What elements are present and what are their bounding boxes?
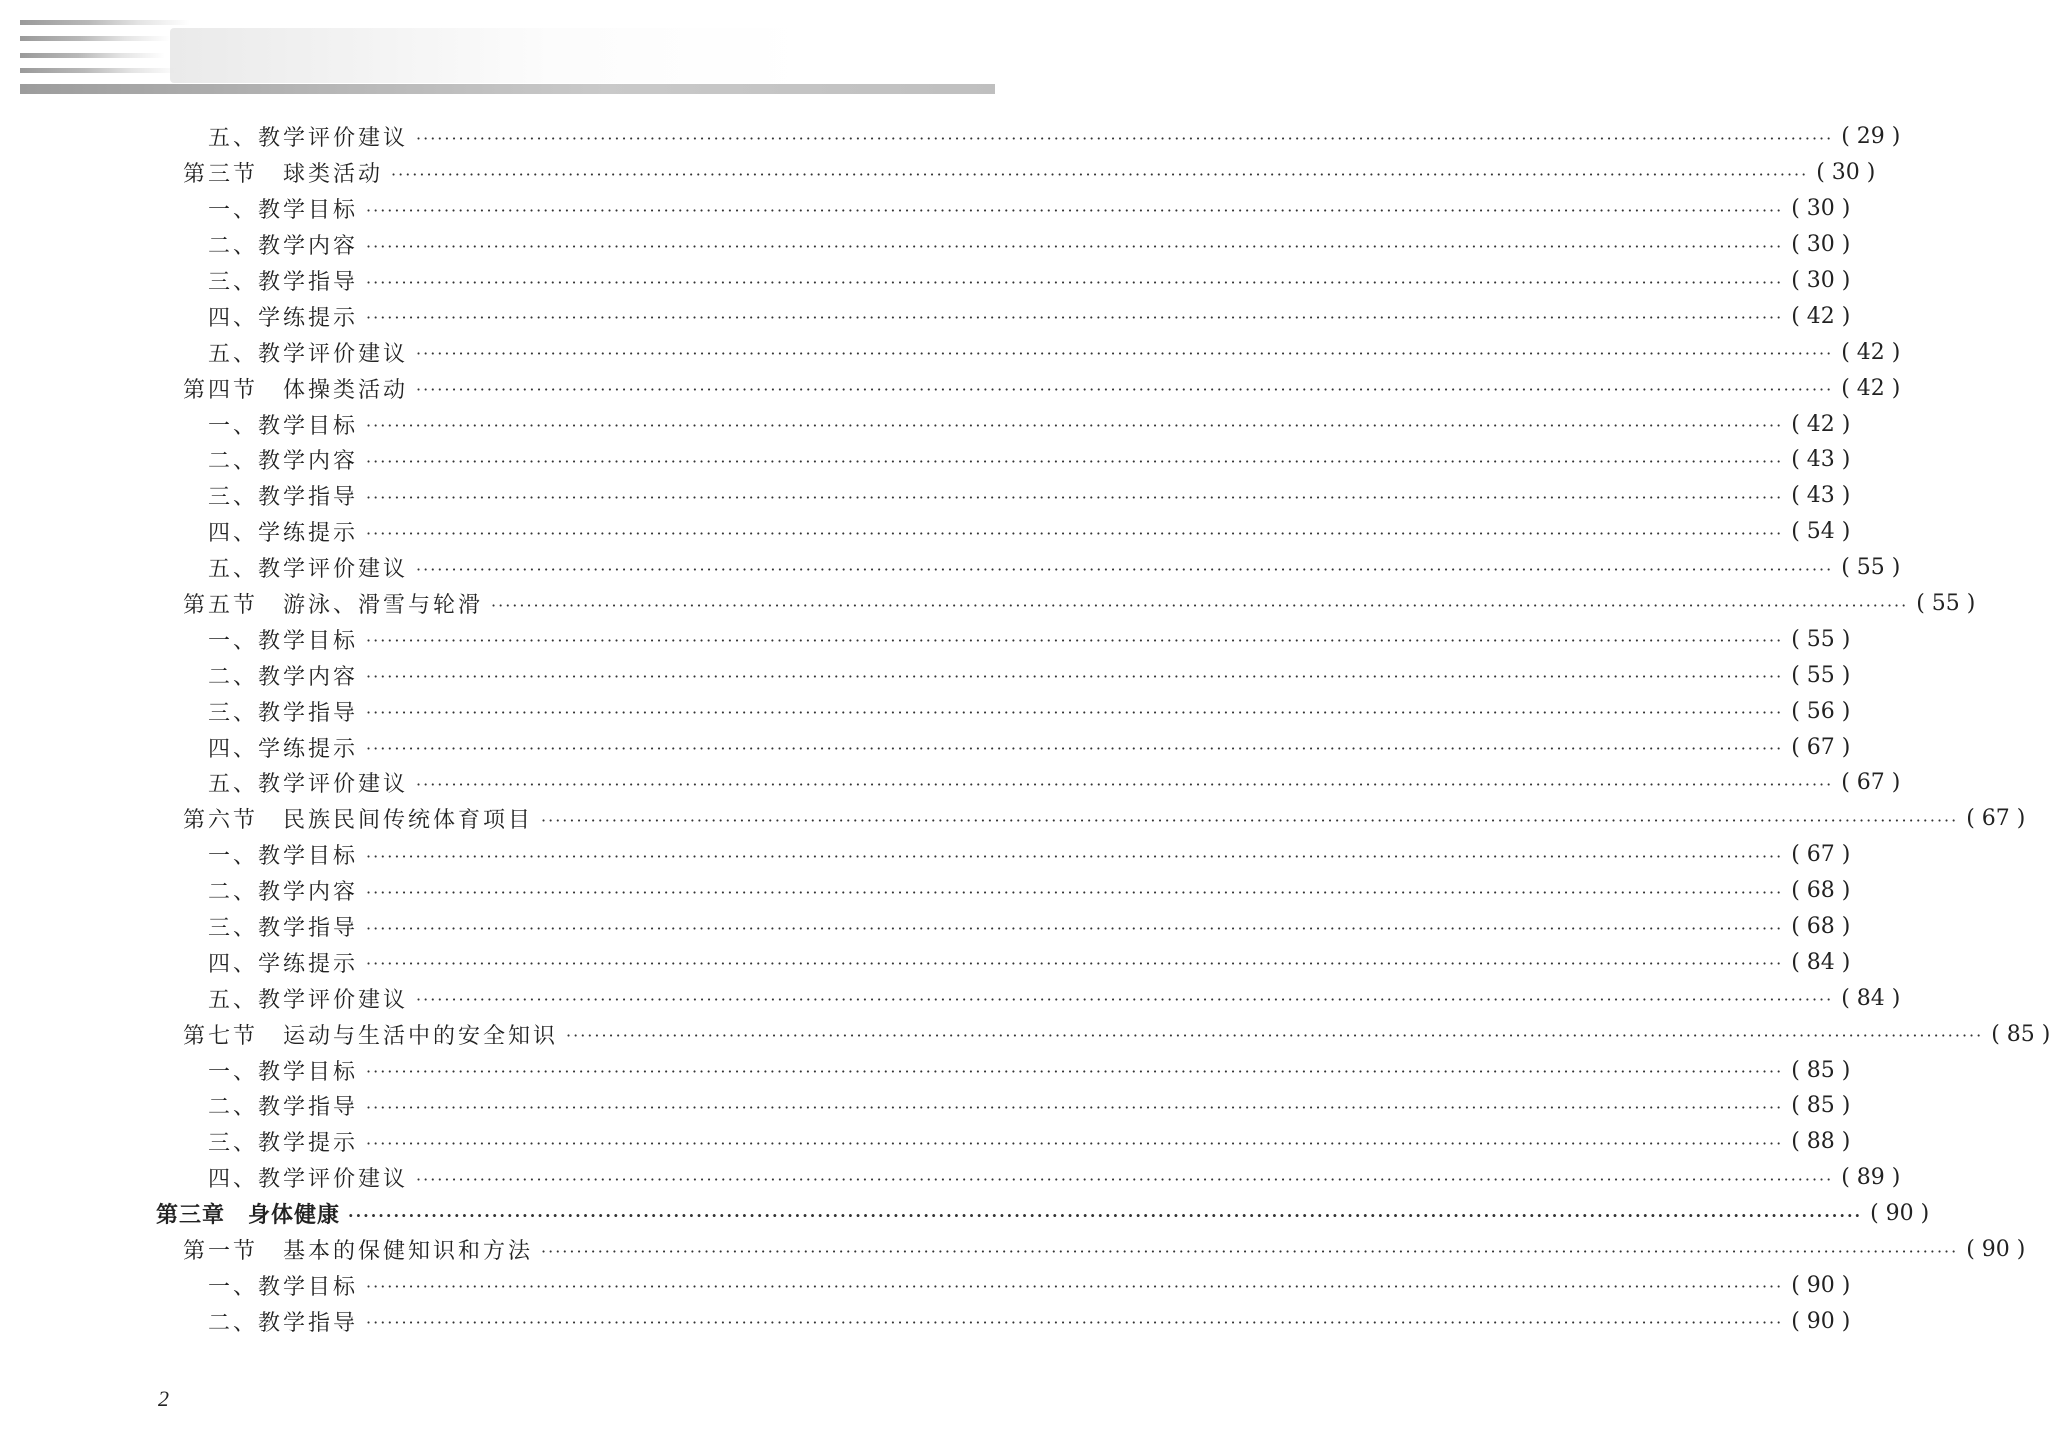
header-stripe bbox=[20, 20, 190, 25]
toc-leader-dots: ········································································································································································································ bbox=[366, 918, 1784, 938]
toc-entry-page: ( 85 ) bbox=[1791, 1057, 1851, 1083]
toc-entry-item bbox=[0, 944, 1851, 980]
toc-entry-page: ( 30 ) bbox=[1791, 196, 1851, 222]
toc-leader-dots: ········································································································································································································ bbox=[348, 1205, 1863, 1225]
toc-entry-page: ( 67 ) bbox=[1841, 770, 1901, 796]
toc-entry-title: 四、学练提示 bbox=[208, 736, 359, 762]
toc-entry-title: 五、教学评价建议 bbox=[208, 557, 409, 583]
toc-entry-title: 二、教学内容 bbox=[208, 664, 359, 690]
toc-entry-section bbox=[0, 1016, 2051, 1052]
toc-leader-dots: ········································································································································································································ bbox=[366, 416, 1784, 436]
toc-entry-title: 一、教学目标 bbox=[208, 198, 359, 224]
toc-entry-page: ( 42 ) bbox=[1791, 303, 1851, 329]
toc-entry-item bbox=[0, 1303, 1851, 1339]
toc-entry-title: 二、教学内容 bbox=[208, 880, 359, 906]
toc-entry-page: ( 55 ) bbox=[1916, 591, 1976, 617]
toc-entry-item bbox=[0, 298, 1851, 334]
toc-entry-title: 四、学练提示 bbox=[208, 521, 359, 547]
toc-entry-section bbox=[0, 1232, 2026, 1268]
toc-entry-page: ( 68 ) bbox=[1791, 914, 1851, 940]
toc-entry-page: ( 67 ) bbox=[1791, 842, 1851, 868]
toc-entry-page: ( 84 ) bbox=[1791, 949, 1851, 975]
toc-leader-dots: ········································································································································································································ bbox=[391, 164, 1809, 184]
toc-leader-dots: ········································································································································································································ bbox=[416, 380, 1834, 400]
header-stripe bbox=[20, 68, 180, 73]
toc-entry-item bbox=[0, 406, 1851, 442]
header-decoration bbox=[20, 18, 1000, 98]
toc-leader-dots: ········································································································································································································ bbox=[366, 1313, 1784, 1333]
toc-entry-page: ( 68 ) bbox=[1791, 878, 1851, 904]
toc-leader-dots: ········································································································································································································ bbox=[541, 810, 1959, 830]
toc-entry-page: ( 67 ) bbox=[1966, 806, 2026, 832]
toc-entry-title: 第七节 运动与生活中的安全知识 bbox=[183, 1023, 559, 1049]
toc-entry-item bbox=[0, 873, 1851, 909]
toc-leader-dots: ········································································································································································································ bbox=[416, 774, 1834, 794]
toc-leader-dots: ········································································································································································································ bbox=[541, 1241, 1959, 1261]
toc-leader-dots: ········································································································································································································ bbox=[366, 308, 1784, 328]
toc-entry-item bbox=[0, 729, 1851, 765]
toc-entry-item bbox=[0, 334, 1901, 370]
toc-entry-title: 第六节 民族民间传统体育项目 bbox=[183, 808, 534, 834]
toc-entry-item bbox=[0, 227, 1851, 263]
toc-entry-title: 四、教学评价建议 bbox=[208, 1167, 409, 1193]
toc-entry-title: 第四节 体操类活动 bbox=[183, 377, 409, 403]
toc-entry-page: ( 90 ) bbox=[1870, 1201, 1930, 1227]
toc-entry-title: 五、教学评价建议 bbox=[208, 126, 409, 152]
toc-entry-title: 三、教学提示 bbox=[208, 1131, 359, 1157]
toc-entry-page: ( 55 ) bbox=[1841, 555, 1901, 581]
toc-entry-title: 二、教学内容 bbox=[208, 234, 359, 260]
toc-entry-title: 五、教学评价建议 bbox=[208, 772, 409, 798]
toc-leader-dots: ········································································································································································································ bbox=[366, 1097, 1784, 1117]
toc-entry-title: 一、教学目标 bbox=[208, 413, 359, 439]
toc-entry-title: 一、教学目标 bbox=[208, 628, 359, 654]
toc-entry-section bbox=[0, 370, 1901, 406]
toc-entry-title: 二、教学指导 bbox=[208, 1095, 359, 1121]
toc-entry-item bbox=[0, 693, 1851, 729]
toc-entry-title: 第一节 基本的保健知识和方法 bbox=[183, 1239, 534, 1265]
header-stripe bbox=[20, 53, 165, 58]
toc-leader-dots: ········································································································································································································ bbox=[566, 1026, 1984, 1046]
toc-entry-item bbox=[0, 1160, 1901, 1196]
toc-leader-dots: ········································································································································································································ bbox=[416, 990, 1834, 1010]
toc-entry-item bbox=[0, 514, 1851, 550]
toc-entry-title: 四、学练提示 bbox=[208, 305, 359, 331]
toc-leader-dots: ········································································································································································································ bbox=[366, 451, 1784, 471]
toc-entry-item bbox=[0, 191, 1851, 227]
toc-entry-title: 五、教学评价建议 bbox=[208, 341, 409, 367]
toc-entry-item bbox=[0, 1268, 1851, 1304]
toc-entry-item bbox=[0, 263, 1851, 299]
toc-entry-page: ( 84 ) bbox=[1841, 985, 1901, 1011]
toc-entry-page: ( 54 ) bbox=[1791, 519, 1851, 545]
toc-entry-section bbox=[0, 155, 1876, 191]
toc-entry-item bbox=[0, 621, 1851, 657]
toc-entry-item bbox=[0, 550, 1901, 586]
toc-leader-dots: ········································································································································································································ bbox=[366, 487, 1784, 507]
toc-leader-dots: ········································································································································································································ bbox=[416, 344, 1834, 364]
toc-entry-page: ( 42 ) bbox=[1791, 411, 1851, 437]
toc-entry-item bbox=[0, 1052, 1851, 1088]
toc-entry-title: 一、教学目标 bbox=[208, 844, 359, 870]
toc-leader-dots: ········································································································································································································ bbox=[491, 595, 1909, 615]
toc-entry-page: ( 30 ) bbox=[1791, 268, 1851, 293]
header-stripe bbox=[20, 36, 170, 41]
toc-leader-dots: ········································································································································································································ bbox=[366, 1133, 1784, 1153]
toc-entry-title: 第三章 身体健康 bbox=[156, 1202, 341, 1229]
toc-leader-dots: ········································································································································································································ bbox=[366, 1062, 1784, 1082]
toc-entry-page: ( 90 ) bbox=[1966, 1237, 2026, 1263]
toc-entry-title: 二、教学指导 bbox=[208, 1310, 359, 1336]
toc-entry-title: 三、教学指导 bbox=[208, 916, 359, 942]
toc-entry-item bbox=[0, 980, 1901, 1016]
toc-entry-chapter bbox=[0, 1196, 1930, 1232]
header-bar bbox=[20, 84, 995, 94]
page-number: 2 bbox=[158, 1386, 169, 1411]
toc-entry-title: 五、教学评价建议 bbox=[208, 987, 409, 1013]
toc-entry-section bbox=[0, 586, 1976, 622]
toc-entry-page: ( 90 ) bbox=[1791, 1272, 1851, 1298]
toc-leader-dots: ········································································································································································································ bbox=[366, 200, 1784, 220]
toc-leader-dots: ········································································································································································································ bbox=[366, 631, 1784, 651]
toc-entry-title: 三、教学指导 bbox=[208, 485, 359, 511]
toc-entry-page: ( 30 ) bbox=[1816, 160, 1876, 186]
toc-entry-item bbox=[0, 442, 1851, 478]
toc-entry-title: 三、教学指导 bbox=[208, 270, 359, 295]
toc-entry-page: ( 43 ) bbox=[1791, 483, 1851, 509]
toc-entry-title: 一、教学目标 bbox=[208, 1059, 359, 1085]
toc-entry-page: ( 88 ) bbox=[1791, 1129, 1851, 1155]
toc-entry-page: ( 55 ) bbox=[1791, 626, 1851, 652]
toc-entry-title: 第五节 游泳、滑雪与轮滑 bbox=[183, 593, 484, 619]
toc-entry-page: ( 30 ) bbox=[1791, 232, 1851, 258]
toc-entry-page: ( 55 ) bbox=[1791, 662, 1851, 688]
table-of-contents bbox=[0, 119, 2051, 1339]
toc-entry-item bbox=[0, 657, 1851, 693]
toc-entry-item bbox=[0, 765, 1901, 801]
toc-entry-title: 二、教学内容 bbox=[208, 449, 359, 475]
toc-entry-page: ( 85 ) bbox=[1791, 1093, 1851, 1119]
toc-entry-page: ( 67 ) bbox=[1791, 734, 1851, 760]
toc-leader-dots: ········································································································································································································ bbox=[366, 703, 1784, 723]
toc-entry-title: 三、教学指导 bbox=[208, 700, 359, 726]
toc-entry-page: ( 56 ) bbox=[1791, 698, 1851, 724]
toc-entry-item bbox=[0, 1088, 1851, 1124]
toc-entry-item bbox=[0, 119, 1901, 155]
toc-entry-item bbox=[0, 478, 1851, 514]
toc-leader-dots: ········································································································································································································ bbox=[366, 882, 1784, 902]
toc-entry-page: ( 43 ) bbox=[1791, 447, 1851, 473]
toc-entry-title: 四、学练提示 bbox=[208, 951, 359, 977]
toc-entry-title: 一、教学目标 bbox=[208, 1274, 359, 1300]
toc-entry-page: ( 42 ) bbox=[1841, 375, 1901, 401]
toc-entry-page: ( 42 ) bbox=[1841, 339, 1901, 365]
toc-leader-dots: ········································································································································································································ bbox=[366, 523, 1784, 543]
toc-entry-page: ( 29 ) bbox=[1841, 124, 1901, 150]
toc-entry-section bbox=[0, 801, 2026, 837]
toc-entry-title: 第三节 球类活动 bbox=[183, 162, 384, 188]
toc-entry-page: ( 89 ) bbox=[1841, 1165, 1901, 1191]
toc-leader-dots: ········································································································································································································ bbox=[366, 272, 1784, 292]
toc-leader-dots: ········································································································································································································ bbox=[366, 1277, 1784, 1297]
toc-entry-item bbox=[0, 1124, 1851, 1160]
toc-leader-dots: ········································································································································································································ bbox=[366, 739, 1784, 759]
toc-entry-page: ( 90 ) bbox=[1791, 1308, 1851, 1334]
toc-entry-page: ( 85 ) bbox=[1991, 1021, 2051, 1047]
toc-leader-dots: ········································································································································································································ bbox=[366, 667, 1784, 687]
toc-entry-item bbox=[0, 837, 1851, 873]
toc-leader-dots: ········································································································································································································ bbox=[366, 846, 1784, 866]
toc-leader-dots: ········································································································································································································ bbox=[366, 954, 1784, 974]
toc-entry-item bbox=[0, 909, 1851, 945]
toc-leader-dots: ········································································································································································································ bbox=[366, 236, 1784, 256]
header-glow bbox=[170, 28, 810, 83]
toc-leader-dots: ········································································································································································································ bbox=[416, 559, 1834, 579]
toc-leader-dots: ········································································································································································································ bbox=[416, 128, 1834, 148]
toc-leader-dots: ········································································································································································································ bbox=[416, 1169, 1834, 1189]
